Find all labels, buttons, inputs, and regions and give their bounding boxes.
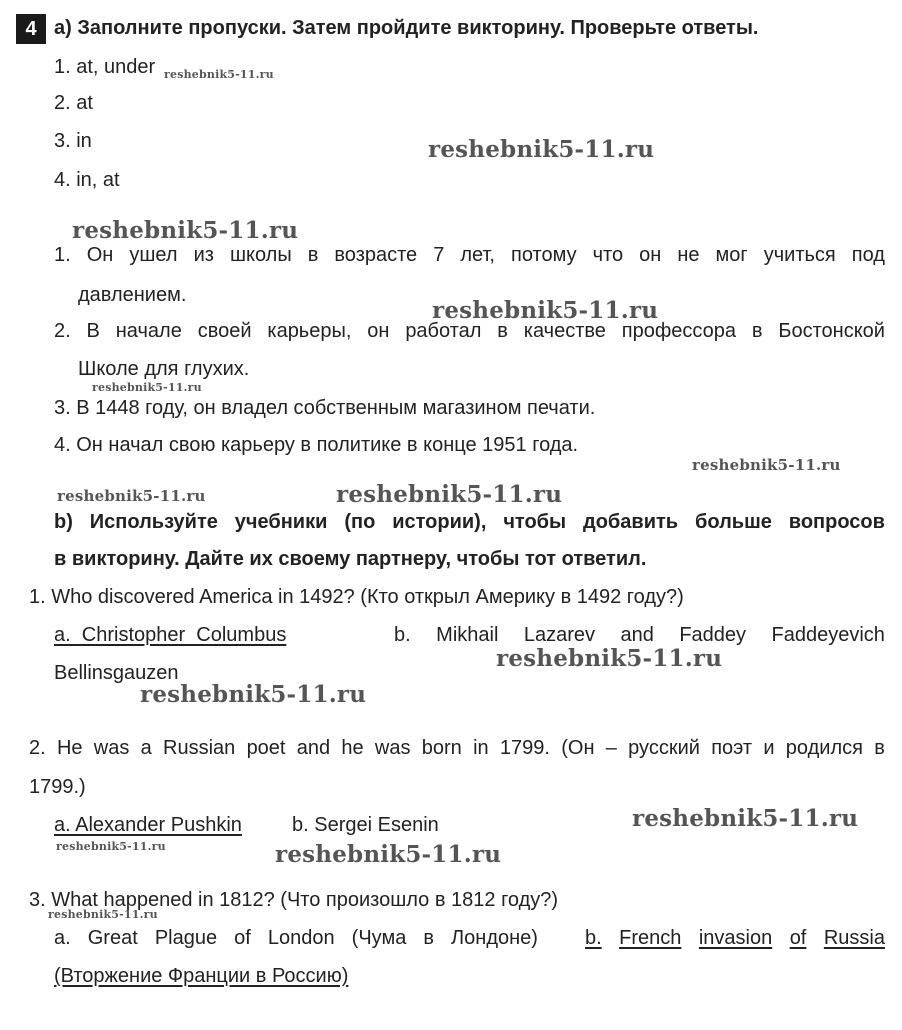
q1-answer-b xyxy=(394,623,885,647)
word: b) xyxy=(54,511,73,533)
word: French xyxy=(619,927,682,949)
part-b-heading-line-2: в викторину. Дайте их своему партнеру, чтобы тот ответил. xyxy=(54,548,647,570)
watermark: reshebnik5-11.ru xyxy=(72,217,299,244)
word: он xyxy=(367,320,390,342)
word: 7 xyxy=(433,244,445,266)
watermark: reshebnik5-11.ru xyxy=(275,841,502,868)
word: своей xyxy=(197,320,252,342)
word: 2. xyxy=(54,320,71,342)
answer-1: 1. at, under xyxy=(54,56,156,78)
word: в xyxy=(751,320,763,342)
word: истории), xyxy=(392,511,487,533)
word: поэт xyxy=(711,737,753,759)
word: Russian xyxy=(163,737,236,759)
question-3: 3. What happened in 1812? (Что произошло в 1812 году?) xyxy=(29,889,559,911)
watermark: reshebnik5-11.ru xyxy=(56,840,166,853)
word: and xyxy=(296,737,331,759)
q1-answer-a: a. Christopher Columbus xyxy=(54,624,287,646)
word: под xyxy=(851,244,885,266)
answer-2: 2. at xyxy=(54,92,93,114)
word: was xyxy=(93,737,130,759)
part-a-heading: a) Заполните пропуски. Затем пройдите викторину. Проверьте ответы. xyxy=(54,17,759,39)
watermark: reshebnik5-11.ru xyxy=(140,681,367,708)
word: Используйте xyxy=(89,511,218,533)
q2-answer-b: b. Sergei Esenin xyxy=(292,814,439,836)
word: and xyxy=(620,624,654,646)
word: лет, xyxy=(460,244,495,266)
watermark: reshebnik5-11.ru xyxy=(428,136,655,163)
word: работал xyxy=(405,320,482,342)
word: Faddeyevich xyxy=(771,624,885,646)
translation-1-line-1 xyxy=(54,243,885,267)
word: a. xyxy=(54,927,71,949)
watermark: reshebnik5-11.ru xyxy=(57,487,206,505)
translation-2-line-2: Школе для глухих. xyxy=(78,358,250,380)
question-2-line-2: 1799.) xyxy=(29,776,86,798)
word: 2. xyxy=(29,737,46,759)
word: Лондоне) xyxy=(451,927,538,949)
word: в xyxy=(497,320,508,342)
word: В xyxy=(86,320,100,342)
word: Lazarev xyxy=(523,624,596,646)
word: в xyxy=(874,737,885,759)
watermark: reshebnik5-11.ru xyxy=(336,481,563,508)
watermark: reshebnik5-11.ru xyxy=(92,381,202,394)
word: he xyxy=(341,737,364,759)
word: (по xyxy=(344,511,376,533)
word: он xyxy=(639,244,662,266)
word: 1. xyxy=(54,244,71,266)
word: качестве xyxy=(523,320,606,342)
word: вопросов xyxy=(788,511,885,533)
word: учиться xyxy=(763,244,836,266)
word: – xyxy=(605,737,617,759)
watermark: reshebnik5-11.ru xyxy=(48,908,158,921)
question-1: 1. Who discovered America in 1492? (Кто открыл Америку в 1492 году?) xyxy=(29,586,684,608)
word: школы xyxy=(229,244,292,266)
word: b. xyxy=(585,927,602,949)
word: потому xyxy=(511,244,577,266)
word: a xyxy=(140,737,152,759)
word: was xyxy=(374,737,411,759)
word: и xyxy=(763,737,775,759)
word: of xyxy=(789,927,807,949)
word: poet xyxy=(246,737,286,759)
word: в xyxy=(423,927,434,949)
word: в xyxy=(307,244,319,266)
watermark: reshebnik5-11.ru xyxy=(496,645,723,672)
word: добавить xyxy=(583,511,679,533)
q3-answer-b-continued: (Вторжение Франции в Россию) xyxy=(54,965,349,987)
word: профессора xyxy=(621,320,736,342)
word: не xyxy=(677,244,700,266)
watermark: reshebnik5-11.ru xyxy=(432,297,659,324)
answer-3: 3. in xyxy=(54,130,92,152)
word: возрасте xyxy=(334,244,418,266)
word: Faddey xyxy=(679,624,747,646)
q3-answer-b xyxy=(585,926,885,950)
word: Plague xyxy=(154,927,218,949)
word: in xyxy=(473,737,489,759)
word: начале xyxy=(115,320,182,342)
watermark: reshebnik5-11.ru xyxy=(164,68,274,81)
word: Он xyxy=(86,244,114,266)
translation-4: 4. Он начал свою карьеру в политике в конце 1951 года. xyxy=(54,434,579,456)
word: ушел xyxy=(129,244,178,266)
question-2-line-1 xyxy=(29,736,885,760)
word: карьеры, xyxy=(267,320,352,342)
word: родился xyxy=(785,737,863,759)
word: чтобы xyxy=(503,511,567,533)
word: He xyxy=(56,737,83,759)
word: of xyxy=(234,927,251,949)
watermark: reshebnik5-11.ru xyxy=(692,456,841,474)
word: Great xyxy=(87,927,138,949)
word: (Он xyxy=(561,737,595,759)
word: Russia xyxy=(823,927,885,949)
translation-1-line-2: давлением. xyxy=(78,284,187,306)
word: Бостонской xyxy=(778,320,885,342)
word: b. xyxy=(394,624,411,646)
word: из xyxy=(193,244,214,266)
word: учебники xyxy=(234,511,328,533)
word: invasion xyxy=(698,927,773,949)
word: 1799. xyxy=(499,737,550,759)
q2-answer-a: a. Alexander Pushkin xyxy=(54,814,242,836)
word: мог xyxy=(715,244,748,266)
translation-3: 3. В 1448 году, он владел собственным магазином печати. xyxy=(54,397,596,419)
word: больше xyxy=(695,511,772,533)
watermark: reshebnik5-11.ru xyxy=(632,805,859,832)
word: born xyxy=(421,737,462,759)
word: что xyxy=(592,244,624,266)
q3-answer-a xyxy=(54,926,538,950)
word: London xyxy=(267,927,335,949)
answer-4: 4. in, at xyxy=(54,169,120,191)
q1-answer-b-continued: Bellinsgauzen xyxy=(54,662,179,684)
word: (Чума xyxy=(351,927,407,949)
part-b-heading-line-1 xyxy=(54,510,885,534)
word: русский xyxy=(628,737,700,759)
word: Mikhail xyxy=(436,624,499,646)
exercise-number-badge: 4 xyxy=(16,14,46,44)
